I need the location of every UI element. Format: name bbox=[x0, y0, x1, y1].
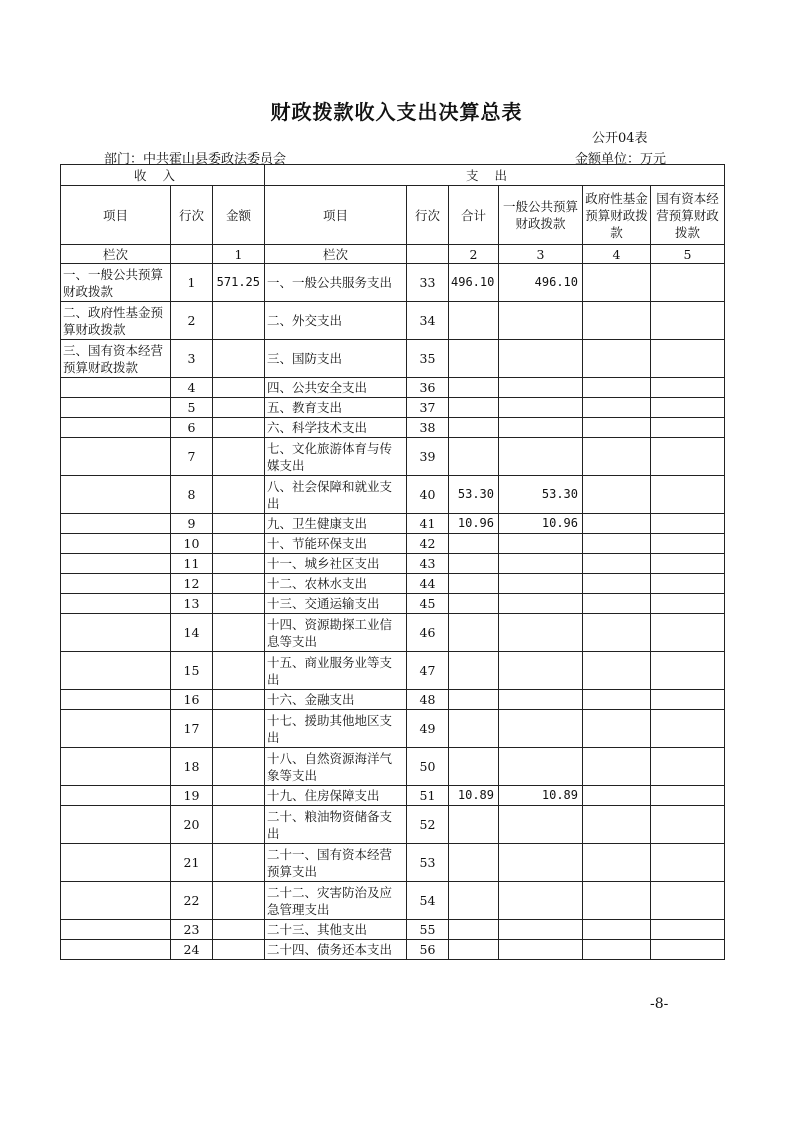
col-index-general: 3 bbox=[499, 245, 583, 264]
income-item-cell bbox=[61, 920, 171, 940]
general-budget-cell bbox=[499, 594, 583, 614]
general-budget-cell bbox=[499, 710, 583, 748]
expense-line-cell: 39 bbox=[407, 438, 449, 476]
expense-line-cell: 42 bbox=[407, 534, 449, 554]
income-amount-cell bbox=[213, 710, 265, 748]
general-budget-header: 一般公共预算财政拨款 bbox=[499, 186, 583, 245]
expense-item-cell: 二十、粮油物资储备支出 bbox=[265, 806, 407, 844]
general-budget-cell bbox=[499, 614, 583, 652]
state-capital-budget-cell bbox=[651, 806, 725, 844]
table-row bbox=[61, 438, 725, 476]
general-budget-cell bbox=[499, 652, 583, 690]
expense-line-cell: 43 bbox=[407, 554, 449, 574]
expense-line-cell: 36 bbox=[407, 378, 449, 398]
state-capital-budget-cell bbox=[651, 920, 725, 940]
fund-budget-cell bbox=[583, 340, 651, 378]
general-budget-cell bbox=[499, 418, 583, 438]
total-cell bbox=[449, 748, 499, 786]
fund-budget-cell bbox=[583, 710, 651, 748]
income-item-cell bbox=[61, 534, 171, 554]
income-amount-cell bbox=[213, 920, 265, 940]
budget-summary-table bbox=[60, 164, 725, 960]
table-row bbox=[61, 786, 725, 806]
expense-item-cell: 四、公共安全支出 bbox=[265, 378, 407, 398]
table-row bbox=[61, 614, 725, 652]
income-amount-header: 金额 bbox=[213, 186, 265, 245]
expense-line-cell: 33 bbox=[407, 264, 449, 302]
table-row bbox=[61, 476, 725, 514]
total-cell bbox=[449, 844, 499, 882]
fund-budget-cell bbox=[583, 844, 651, 882]
expense-line-cell: 47 bbox=[407, 652, 449, 690]
general-budget-cell: 10.89 bbox=[499, 786, 583, 806]
income-item-cell bbox=[61, 418, 171, 438]
income-section-header: 收入 bbox=[61, 165, 265, 186]
income-line-cell: 17 bbox=[171, 710, 213, 748]
expense-item-cell: 十一、城乡社区支出 bbox=[265, 554, 407, 574]
expense-line-cell: 34 bbox=[407, 302, 449, 340]
expense-item-cell: 十三、交通运输支出 bbox=[265, 594, 407, 614]
table-row bbox=[61, 920, 725, 940]
general-budget-cell bbox=[499, 438, 583, 476]
page-number: -8- bbox=[650, 996, 669, 1012]
expense-item-header: 项目 bbox=[265, 186, 407, 245]
income-line-cell: 13 bbox=[171, 594, 213, 614]
expense-line-cell: 54 bbox=[407, 882, 449, 920]
state-capital-budget-cell bbox=[651, 652, 725, 690]
income-line-cell: 5 bbox=[171, 398, 213, 418]
total-cell bbox=[449, 940, 499, 960]
state-capital-budget-header: 国有资本经营预算财政拨款 bbox=[651, 186, 725, 245]
table-row bbox=[61, 418, 725, 438]
total-cell bbox=[449, 378, 499, 398]
income-item-cell bbox=[61, 594, 171, 614]
state-capital-budget-cell bbox=[651, 398, 725, 418]
income-line-cell: 15 bbox=[171, 652, 213, 690]
expense-item-cell: 二、外交支出 bbox=[265, 302, 407, 340]
income-item-cell bbox=[61, 574, 171, 594]
income-line-cell: 9 bbox=[171, 514, 213, 534]
expense-line-cell: 35 bbox=[407, 340, 449, 378]
state-capital-budget-cell bbox=[651, 748, 725, 786]
expense-line-cell: 50 bbox=[407, 748, 449, 786]
income-amount-cell bbox=[213, 806, 265, 844]
expense-line-cell: 41 bbox=[407, 514, 449, 534]
expense-item-cell: 二十四、债务还本支出 bbox=[265, 940, 407, 960]
income-line-header: 行次 bbox=[171, 186, 213, 245]
fund-budget-cell bbox=[583, 748, 651, 786]
expense-item-cell: 十八、自然资源海洋气象等支出 bbox=[265, 748, 407, 786]
expense-item-cell: 九、卫生健康支出 bbox=[265, 514, 407, 534]
total-cell bbox=[449, 398, 499, 418]
table-row bbox=[61, 710, 725, 748]
state-capital-budget-cell bbox=[651, 438, 725, 476]
general-budget-cell bbox=[499, 574, 583, 594]
general-budget-cell bbox=[499, 398, 583, 418]
income-item-cell: 一、一般公共预算财政拨款 bbox=[61, 264, 171, 302]
state-capital-budget-cell bbox=[651, 594, 725, 614]
income-amount-cell bbox=[213, 940, 265, 960]
expense-item-cell: 三、国防支出 bbox=[265, 340, 407, 378]
expense-item-cell: 十四、资源勘探工业信息等支出 bbox=[265, 614, 407, 652]
col-index-exp-label: 栏次 bbox=[265, 245, 407, 264]
income-item-cell bbox=[61, 614, 171, 652]
fund-budget-cell bbox=[583, 554, 651, 574]
table-row bbox=[61, 302, 725, 340]
fund-budget-cell bbox=[583, 378, 651, 398]
table-row bbox=[61, 844, 725, 882]
expense-item-cell: 十七、援助其他地区支出 bbox=[265, 710, 407, 748]
expense-line-cell: 45 bbox=[407, 594, 449, 614]
form-number: 公开04表 bbox=[592, 131, 648, 146]
state-capital-budget-cell bbox=[651, 340, 725, 378]
general-budget-cell bbox=[499, 844, 583, 882]
table-row bbox=[61, 534, 725, 554]
table-row bbox=[61, 748, 725, 786]
expense-line-cell: 46 bbox=[407, 614, 449, 652]
income-line-cell: 21 bbox=[171, 844, 213, 882]
expense-line-cell: 37 bbox=[407, 398, 449, 418]
general-budget-cell: 10.96 bbox=[499, 514, 583, 534]
income-item-cell: 三、国有资本经营预算财政拨款 bbox=[61, 340, 171, 378]
fund-budget-cell bbox=[583, 652, 651, 690]
state-capital-budget-cell bbox=[651, 882, 725, 920]
amount-unit-label: 金额单位：万元 bbox=[575, 152, 667, 167]
expense-line-cell: 44 bbox=[407, 574, 449, 594]
income-line-cell: 12 bbox=[171, 574, 213, 594]
income-item-cell bbox=[61, 710, 171, 748]
department-label: 部门：中共霍山县委政法委员会 bbox=[104, 152, 287, 167]
total-cell bbox=[449, 302, 499, 340]
expense-item-cell: 十九、住房保障支出 bbox=[265, 786, 407, 806]
expense-line-cell: 38 bbox=[407, 418, 449, 438]
general-budget-cell: 496.10 bbox=[499, 264, 583, 302]
income-amount-cell bbox=[213, 398, 265, 418]
income-line-cell: 23 bbox=[171, 920, 213, 940]
income-amount-cell bbox=[213, 844, 265, 882]
income-amount-cell bbox=[213, 554, 265, 574]
table-row bbox=[61, 378, 725, 398]
total-cell bbox=[449, 340, 499, 378]
table-row bbox=[61, 574, 725, 594]
expense-line-cell: 48 bbox=[407, 690, 449, 710]
total-cell: 10.96 bbox=[449, 514, 499, 534]
expense-line-header: 行次 bbox=[407, 186, 449, 245]
income-item-cell bbox=[61, 690, 171, 710]
income-item-cell bbox=[61, 806, 171, 844]
fund-budget-cell bbox=[583, 534, 651, 554]
income-line-cell: 7 bbox=[171, 438, 213, 476]
total-cell bbox=[449, 652, 499, 690]
income-amount-cell bbox=[213, 476, 265, 514]
expense-item-cell: 二十三、其他支出 bbox=[265, 920, 407, 940]
total-cell bbox=[449, 418, 499, 438]
fund-budget-cell bbox=[583, 398, 651, 418]
fund-budget-cell bbox=[583, 614, 651, 652]
col-index-exp-blank bbox=[407, 245, 449, 264]
table-row bbox=[61, 882, 725, 920]
expense-section-header: 支出 bbox=[265, 165, 725, 186]
col-index-amount: 1 bbox=[213, 245, 265, 264]
fund-budget-cell bbox=[583, 940, 651, 960]
income-line-cell: 4 bbox=[171, 378, 213, 398]
state-capital-budget-cell bbox=[651, 418, 725, 438]
state-capital-budget-cell bbox=[651, 710, 725, 748]
expense-line-cell: 49 bbox=[407, 710, 449, 748]
general-budget-cell bbox=[499, 302, 583, 340]
page-title: 财政拨款收入支出决算总表 bbox=[270, 100, 523, 124]
general-budget-cell bbox=[499, 340, 583, 378]
income-amount-cell bbox=[213, 574, 265, 594]
income-amount-cell bbox=[213, 418, 265, 438]
income-amount-cell bbox=[213, 340, 265, 378]
table-row bbox=[61, 940, 725, 960]
income-amount-cell bbox=[213, 378, 265, 398]
state-capital-budget-cell bbox=[651, 574, 725, 594]
fund-budget-cell bbox=[583, 418, 651, 438]
total-cell bbox=[449, 534, 499, 554]
fund-budget-cell bbox=[583, 574, 651, 594]
col-index-label: 栏次 bbox=[61, 245, 171, 264]
state-capital-budget-cell bbox=[651, 554, 725, 574]
expense-item-cell: 十六、金融支出 bbox=[265, 690, 407, 710]
income-line-cell: 24 bbox=[171, 940, 213, 960]
expense-item-cell: 十五、商业服务业等支出 bbox=[265, 652, 407, 690]
fund-budget-cell bbox=[583, 920, 651, 940]
expense-line-cell: 40 bbox=[407, 476, 449, 514]
income-item-cell bbox=[61, 748, 171, 786]
total-cell bbox=[449, 690, 499, 710]
income-item-cell bbox=[61, 844, 171, 882]
total-cell bbox=[449, 574, 499, 594]
table-row bbox=[61, 806, 725, 844]
col-index-fund: 4 bbox=[583, 245, 651, 264]
expense-line-cell: 56 bbox=[407, 940, 449, 960]
col-index-total: 2 bbox=[449, 245, 499, 264]
income-line-cell: 2 bbox=[171, 302, 213, 340]
fund-budget-cell bbox=[583, 264, 651, 302]
total-cell: 10.89 bbox=[449, 786, 499, 806]
state-capital-budget-cell bbox=[651, 264, 725, 302]
income-amount-cell bbox=[213, 302, 265, 340]
income-line-cell: 11 bbox=[171, 554, 213, 574]
expense-item-cell: 二十一、国有资本经营预算支出 bbox=[265, 844, 407, 882]
expense-item-cell: 一、一般公共服务支出 bbox=[265, 264, 407, 302]
income-line-cell: 6 bbox=[171, 418, 213, 438]
fund-budget-cell bbox=[583, 514, 651, 534]
income-item-cell bbox=[61, 398, 171, 418]
state-capital-budget-cell bbox=[651, 786, 725, 806]
total-cell: 496.10 bbox=[449, 264, 499, 302]
income-amount-cell bbox=[213, 748, 265, 786]
general-budget-cell bbox=[499, 882, 583, 920]
general-budget-cell bbox=[499, 534, 583, 554]
state-capital-budget-cell bbox=[651, 302, 725, 340]
fund-budget-cell bbox=[583, 302, 651, 340]
expense-item-cell: 十二、农林水支出 bbox=[265, 574, 407, 594]
income-line-cell: 10 bbox=[171, 534, 213, 554]
table-row bbox=[61, 514, 725, 534]
income-line-cell: 1 bbox=[171, 264, 213, 302]
general-budget-cell: 53.30 bbox=[499, 476, 583, 514]
general-budget-cell bbox=[499, 748, 583, 786]
income-line-cell: 19 bbox=[171, 786, 213, 806]
expense-item-cell: 十、节能环保支出 bbox=[265, 534, 407, 554]
income-amount-cell bbox=[213, 534, 265, 554]
state-capital-budget-cell bbox=[651, 844, 725, 882]
expense-line-cell: 53 bbox=[407, 844, 449, 882]
fund-budget-cell bbox=[583, 594, 651, 614]
fund-budget-cell bbox=[583, 476, 651, 514]
income-item-cell bbox=[61, 438, 171, 476]
income-item-cell bbox=[61, 882, 171, 920]
income-item-cell: 二、政府性基金预算财政拨款 bbox=[61, 302, 171, 340]
state-capital-budget-cell bbox=[651, 534, 725, 554]
total-cell bbox=[449, 710, 499, 748]
general-budget-cell bbox=[499, 920, 583, 940]
col-index-blank bbox=[171, 245, 213, 264]
table-row bbox=[61, 690, 725, 710]
table-row bbox=[61, 554, 725, 574]
income-line-cell: 8 bbox=[171, 476, 213, 514]
income-line-cell: 18 bbox=[171, 748, 213, 786]
income-amount-cell bbox=[213, 882, 265, 920]
state-capital-budget-cell bbox=[651, 378, 725, 398]
table-body bbox=[61, 264, 725, 960]
income-item-cell bbox=[61, 378, 171, 398]
income-line-cell: 3 bbox=[171, 340, 213, 378]
general-budget-cell bbox=[499, 690, 583, 710]
income-line-cell: 20 bbox=[171, 806, 213, 844]
total-header: 合计 bbox=[449, 186, 499, 245]
state-capital-budget-cell bbox=[651, 476, 725, 514]
total-cell bbox=[449, 614, 499, 652]
state-capital-budget-cell bbox=[651, 614, 725, 652]
income-line-cell: 14 bbox=[171, 614, 213, 652]
expense-item-cell: 五、教育支出 bbox=[265, 398, 407, 418]
total-cell bbox=[449, 438, 499, 476]
general-budget-cell bbox=[499, 940, 583, 960]
income-amount-cell bbox=[213, 786, 265, 806]
total-cell bbox=[449, 920, 499, 940]
table-row bbox=[61, 264, 725, 302]
income-line-cell: 22 bbox=[171, 882, 213, 920]
total-cell: 53.30 bbox=[449, 476, 499, 514]
income-amount-cell bbox=[213, 438, 265, 476]
expense-line-cell: 55 bbox=[407, 920, 449, 940]
fund-budget-cell bbox=[583, 882, 651, 920]
table-row bbox=[61, 652, 725, 690]
income-amount-cell bbox=[213, 652, 265, 690]
fund-budget-cell bbox=[583, 438, 651, 476]
income-amount-cell bbox=[213, 690, 265, 710]
fund-budget-cell bbox=[583, 806, 651, 844]
income-item-cell bbox=[61, 514, 171, 534]
expense-item-cell: 七、文化旅游体育与传媒支出 bbox=[265, 438, 407, 476]
income-item-header: 项目 bbox=[61, 186, 171, 245]
total-cell bbox=[449, 554, 499, 574]
fund-budget-header: 政府性基金预算财政拨款 bbox=[583, 186, 651, 245]
expense-item-cell: 八、社会保障和就业支出 bbox=[265, 476, 407, 514]
income-item-cell bbox=[61, 786, 171, 806]
expense-line-cell: 51 bbox=[407, 786, 449, 806]
income-item-cell bbox=[61, 652, 171, 690]
state-capital-budget-cell bbox=[651, 514, 725, 534]
total-cell bbox=[449, 594, 499, 614]
table-row bbox=[61, 340, 725, 378]
general-budget-cell bbox=[499, 806, 583, 844]
general-budget-cell bbox=[499, 378, 583, 398]
expense-item-cell: 六、科学技术支出 bbox=[265, 418, 407, 438]
income-amount-cell bbox=[213, 614, 265, 652]
general-budget-cell bbox=[499, 554, 583, 574]
expense-line-cell: 52 bbox=[407, 806, 449, 844]
total-cell bbox=[449, 806, 499, 844]
income-line-cell: 16 bbox=[171, 690, 213, 710]
income-item-cell bbox=[61, 554, 171, 574]
income-item-cell bbox=[61, 940, 171, 960]
income-amount-cell bbox=[213, 514, 265, 534]
income-item-cell bbox=[61, 476, 171, 514]
col-index-state-capital: 5 bbox=[651, 245, 725, 264]
state-capital-budget-cell bbox=[651, 940, 725, 960]
state-capital-budget-cell bbox=[651, 690, 725, 710]
expense-item-cell: 二十二、灾害防治及应急管理支出 bbox=[265, 882, 407, 920]
total-cell bbox=[449, 882, 499, 920]
table-row bbox=[61, 594, 725, 614]
income-amount-cell: 571.25 bbox=[213, 264, 265, 302]
income-amount-cell bbox=[213, 594, 265, 614]
table-row bbox=[61, 398, 725, 418]
fund-budget-cell bbox=[583, 690, 651, 710]
fund-budget-cell bbox=[583, 786, 651, 806]
